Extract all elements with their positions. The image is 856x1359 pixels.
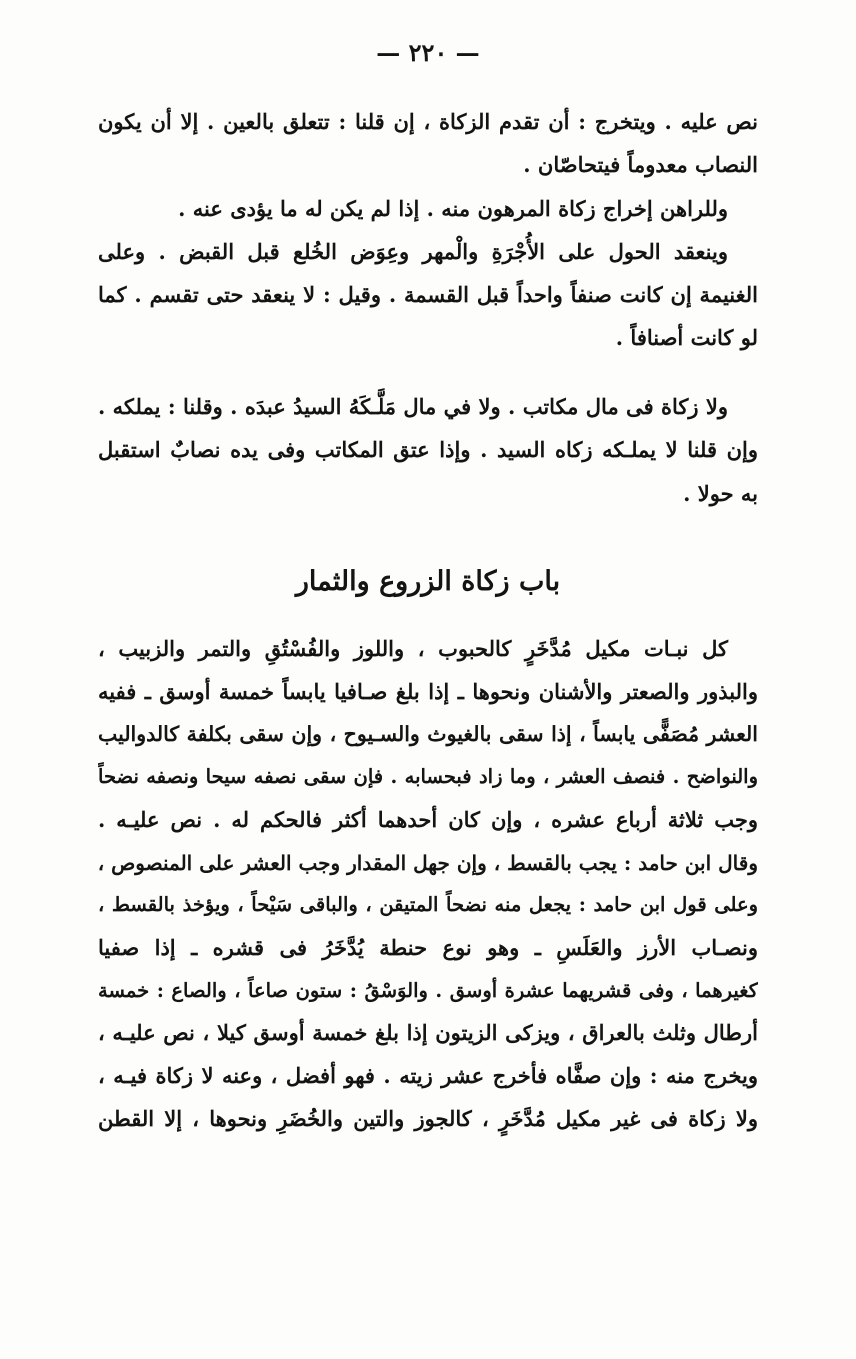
paragraph-block-2 (98, 385, 758, 515)
text-line: وينعقد الحول على الأُجْرَةِ والْمهر وعِوَض الخُلع قبل القبض . وعلى (98, 238, 728, 264)
section-heading: باب زكاة الزروع والثمار (295, 566, 561, 597)
text-line: به حولا . (683, 480, 758, 506)
text-line: وجب ثلاثة أرباع عشره ، وإن كان أحدهما أكثر فالحكم له . نص عليـه . (98, 806, 758, 832)
text-line: والبذور والصعتر والأشنان ونحوها ـ إذا بلغ صـافيا يابساً خمسة أوسق ـ ففيه (98, 678, 758, 704)
text-line: الغنيمة إن كانت صنفاً واحداً قبل القسمة . وقيل : لا ينعقد حتى تقسم . كما (98, 282, 758, 308)
text-line: ولا زكاة فى غير مكيل مُدَّخَرٍ ، كالجوز والتين والخُضَرِ ونحوها ، إلا القطن (98, 1105, 758, 1131)
text-line: ونصـاب الأرز والعَلَسِ ـ وهو نوع حنطة يُدَّخَرُ فى قشره ـ إذا صفيا (98, 934, 758, 960)
text-line: وعلى قول ابن حامد : يجعل منه نضحاً المتيقن ، والباقى سَيْحاً ، ويؤخذ بالقسط ، (98, 893, 758, 917)
text-line: نص عليه . ويتخرج : أن تقدم الزكاة ، إن قلنا : تتعلق بالعين . إلا أن يكون (98, 109, 758, 134)
paragraph-block-3 (98, 628, 758, 1140)
text-line: أرطال وثلث بالعراق ، ويزكى الزيتون إذا بلغ خمسة أوسق كيلا ، نص عليـه ، (98, 1020, 758, 1046)
paragraph-block-1 (98, 100, 758, 360)
text-line: العشر مُصَفًّى يابساً ، إذا سقى بالغيوث والسـيوح ، وإن سقى بكلفة كالدواليب (98, 722, 758, 747)
text-line: كغيرهما ، وفى قشريهما عشرة أوسق . والوَسْقُ : ستون صاعاً ، والصاع : خمسة (98, 978, 758, 1002)
text-line: وإن قلنا لا يملـكه زكاه السيد . وإذا عتق المكاتب وفى يده نصابٌ استقبل (98, 437, 758, 463)
text-line: لو كانت أصنافاً . (615, 325, 758, 351)
text-line: ولا زكاة فى مال مكاتب . ولا في مال مَلَّـكَهُ السيدُ عبدَه . وقلنا : يملكه . (98, 394, 728, 419)
text-line: وقال ابن حامد : يجب بالقسط ، وإن جهل المقدار وجب العشر على المنصوص ، (98, 850, 758, 875)
text-line: والنواضح . فنصف العشر ، وما زاد فبحسابه . فإن سقى نصفه سيحا ونصفه نضحاً (98, 765, 758, 789)
text-line: النصاب معدوماً فيتحاصّان . (523, 152, 758, 178)
text-line: كل نبـات مكيل مُدَّخَرٍ كالحبوب ، واللوز والفُسْتُقِ والتمر والزبيب ، (98, 636, 728, 661)
page-number: — ٢٢٠ — (376, 38, 480, 67)
text-line: ويخرج منه : وإن صفَّاه فأخرج عشر زيته . فهو أفضل ، وعنه لا زكاة فيـه ، (98, 1063, 758, 1089)
text-line: وللراهن إخراج زكاة المرهون منه . إذا لم يكن له ما يؤدى عنه . (178, 195, 728, 221)
